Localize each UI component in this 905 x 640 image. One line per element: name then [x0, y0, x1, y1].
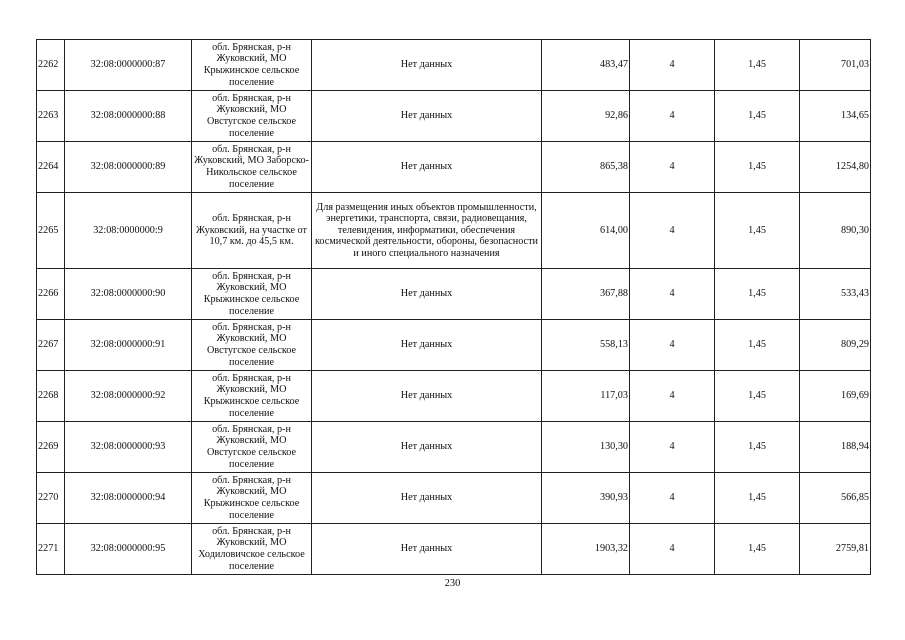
- row-number-cell: 2267: [37, 320, 65, 371]
- address-cell: обл. Брянская, р-н Жуковский, МО Овстугское сельское поселение: [192, 422, 312, 473]
- permitted-use-cell: Нет данных: [312, 473, 542, 524]
- row-number-cell: 2262: [37, 40, 65, 91]
- table-row: [37, 91, 871, 142]
- row-number-cell: 2263: [37, 91, 65, 142]
- permitted-use-cell: Нет данных: [312, 524, 542, 575]
- area-cell: 614,00: [542, 193, 630, 269]
- value-cell: 701,03: [800, 40, 871, 91]
- row-number-cell: 2265: [37, 193, 65, 269]
- address-cell: обл. Брянская, р-н Жуковский, на участке от 10,7 км. до 45,5 км.: [192, 193, 312, 269]
- coefficient-cell: 1,45: [715, 142, 800, 193]
- coefficient-cell: 1,45: [715, 422, 800, 473]
- coefficient-cell: 1,45: [715, 473, 800, 524]
- table-row: [37, 422, 871, 473]
- category-cell: 4: [630, 40, 715, 91]
- coefficient-cell: 1,45: [715, 193, 800, 269]
- table-row: [37, 142, 871, 193]
- table-row: [37, 371, 871, 422]
- table-row: [37, 320, 871, 371]
- cadastral-number-cell: 32:08:0000000:89: [65, 142, 192, 193]
- address-cell: обл. Брянская, р-н Жуковский, МО Ходиловичское сельское поселение: [192, 524, 312, 575]
- row-number-cell: 2268: [37, 371, 65, 422]
- permitted-use-cell: Нет данных: [312, 371, 542, 422]
- permitted-use-cell: Нет данных: [312, 40, 542, 91]
- value-cell: 566,85: [800, 473, 871, 524]
- address-cell: обл. Брянская, р-н Жуковский, МО Крыжинское сельское поселение: [192, 473, 312, 524]
- value-cell: 533,43: [800, 269, 871, 320]
- table-row: [37, 473, 871, 524]
- address-cell: обл. Брянская, р-н Жуковский, МО Овстугское сельское поселение: [192, 91, 312, 142]
- cadastral-number-cell: 32:08:0000000:95: [65, 524, 192, 575]
- area-cell: 130,30: [542, 422, 630, 473]
- category-cell: 4: [630, 371, 715, 422]
- cadastral-number-cell: 32:08:0000000:91: [65, 320, 192, 371]
- area-cell: 92,86: [542, 91, 630, 142]
- row-number-cell: 2264: [37, 142, 65, 193]
- area-cell: 1903,32: [542, 524, 630, 575]
- permitted-use-cell: Нет данных: [312, 422, 542, 473]
- permitted-use-cell: Нет данных: [312, 142, 542, 193]
- cadastral-table: [36, 39, 871, 575]
- value-cell: 809,29: [800, 320, 871, 371]
- area-cell: 117,03: [542, 371, 630, 422]
- address-cell: обл. Брянская, р-н Жуковский, МО Овстугское сельское поселение: [192, 320, 312, 371]
- area-cell: 367,88: [542, 269, 630, 320]
- permitted-use-cell: Нет данных: [312, 91, 542, 142]
- coefficient-cell: 1,45: [715, 91, 800, 142]
- value-cell: 134,65: [800, 91, 871, 142]
- cadastral-number-cell: 32:08:0000000:93: [65, 422, 192, 473]
- category-cell: 4: [630, 91, 715, 142]
- page-number: 230: [444, 578, 461, 589]
- area-cell: 483,47: [542, 40, 630, 91]
- category-cell: 4: [630, 269, 715, 320]
- table-row: [37, 193, 871, 269]
- row-number-cell: 2266: [37, 269, 65, 320]
- coefficient-cell: 1,45: [715, 269, 800, 320]
- coefficient-cell: 1,45: [715, 524, 800, 575]
- category-cell: 4: [630, 473, 715, 524]
- row-number-cell: 2271: [37, 524, 65, 575]
- address-cell: обл. Брянская, р-н Жуковский, МО Крыжинское сельское поселение: [192, 269, 312, 320]
- cadastral-number-cell: 32:08:0000000:88: [65, 91, 192, 142]
- category-cell: 4: [630, 422, 715, 473]
- coefficient-cell: 1,45: [715, 371, 800, 422]
- category-cell: 4: [630, 320, 715, 371]
- permitted-use-cell: Для размещения иных объектов промышленности, энергетики, транспорта, связи, радиовещания, телевидения, информатики, обеспечения космической деятельности, обороны, безопасности и иного специального назначения: [312, 193, 542, 269]
- table-row: [37, 269, 871, 320]
- value-cell: 890,30: [800, 193, 871, 269]
- address-cell: обл. Брянская, р-н Жуковский, МО Крыжинское сельское поселение: [192, 371, 312, 422]
- category-cell: 4: [630, 142, 715, 193]
- value-cell: 169,69: [800, 371, 871, 422]
- category-cell: 4: [630, 524, 715, 575]
- coefficient-cell: 1,45: [715, 320, 800, 371]
- permitted-use-cell: Нет данных: [312, 269, 542, 320]
- cadastral-number-cell: 32:08:0000000:94: [65, 473, 192, 524]
- value-cell: 1254,80: [800, 142, 871, 193]
- cadastral-number-cell: 32:08:0000000:92: [65, 371, 192, 422]
- value-cell: 2759,81: [800, 524, 871, 575]
- address-cell: обл. Брянская, р-н Жуковский, МО Крыжинское сельское поселение: [192, 40, 312, 91]
- category-cell: 4: [630, 193, 715, 269]
- row-number-cell: 2269: [37, 422, 65, 473]
- area-cell: 558,13: [542, 320, 630, 371]
- value-cell: 188,94: [800, 422, 871, 473]
- row-number-cell: 2270: [37, 473, 65, 524]
- area-cell: 865,38: [542, 142, 630, 193]
- cadastral-number-cell: 32:08:0000000:90: [65, 269, 192, 320]
- table-row: [37, 40, 871, 91]
- area-cell: 390,93: [542, 473, 630, 524]
- coefficient-cell: 1,45: [715, 40, 800, 91]
- permitted-use-cell: Нет данных: [312, 320, 542, 371]
- table-row: [37, 524, 871, 575]
- address-cell: обл. Брянская, р-н Жуковский, МО Заборско-Никольское сельское поселение: [192, 142, 312, 193]
- cadastral-number-cell: 32:08:0000000:9: [65, 193, 192, 269]
- cadastral-number-cell: 32:08:0000000:87: [65, 40, 192, 91]
